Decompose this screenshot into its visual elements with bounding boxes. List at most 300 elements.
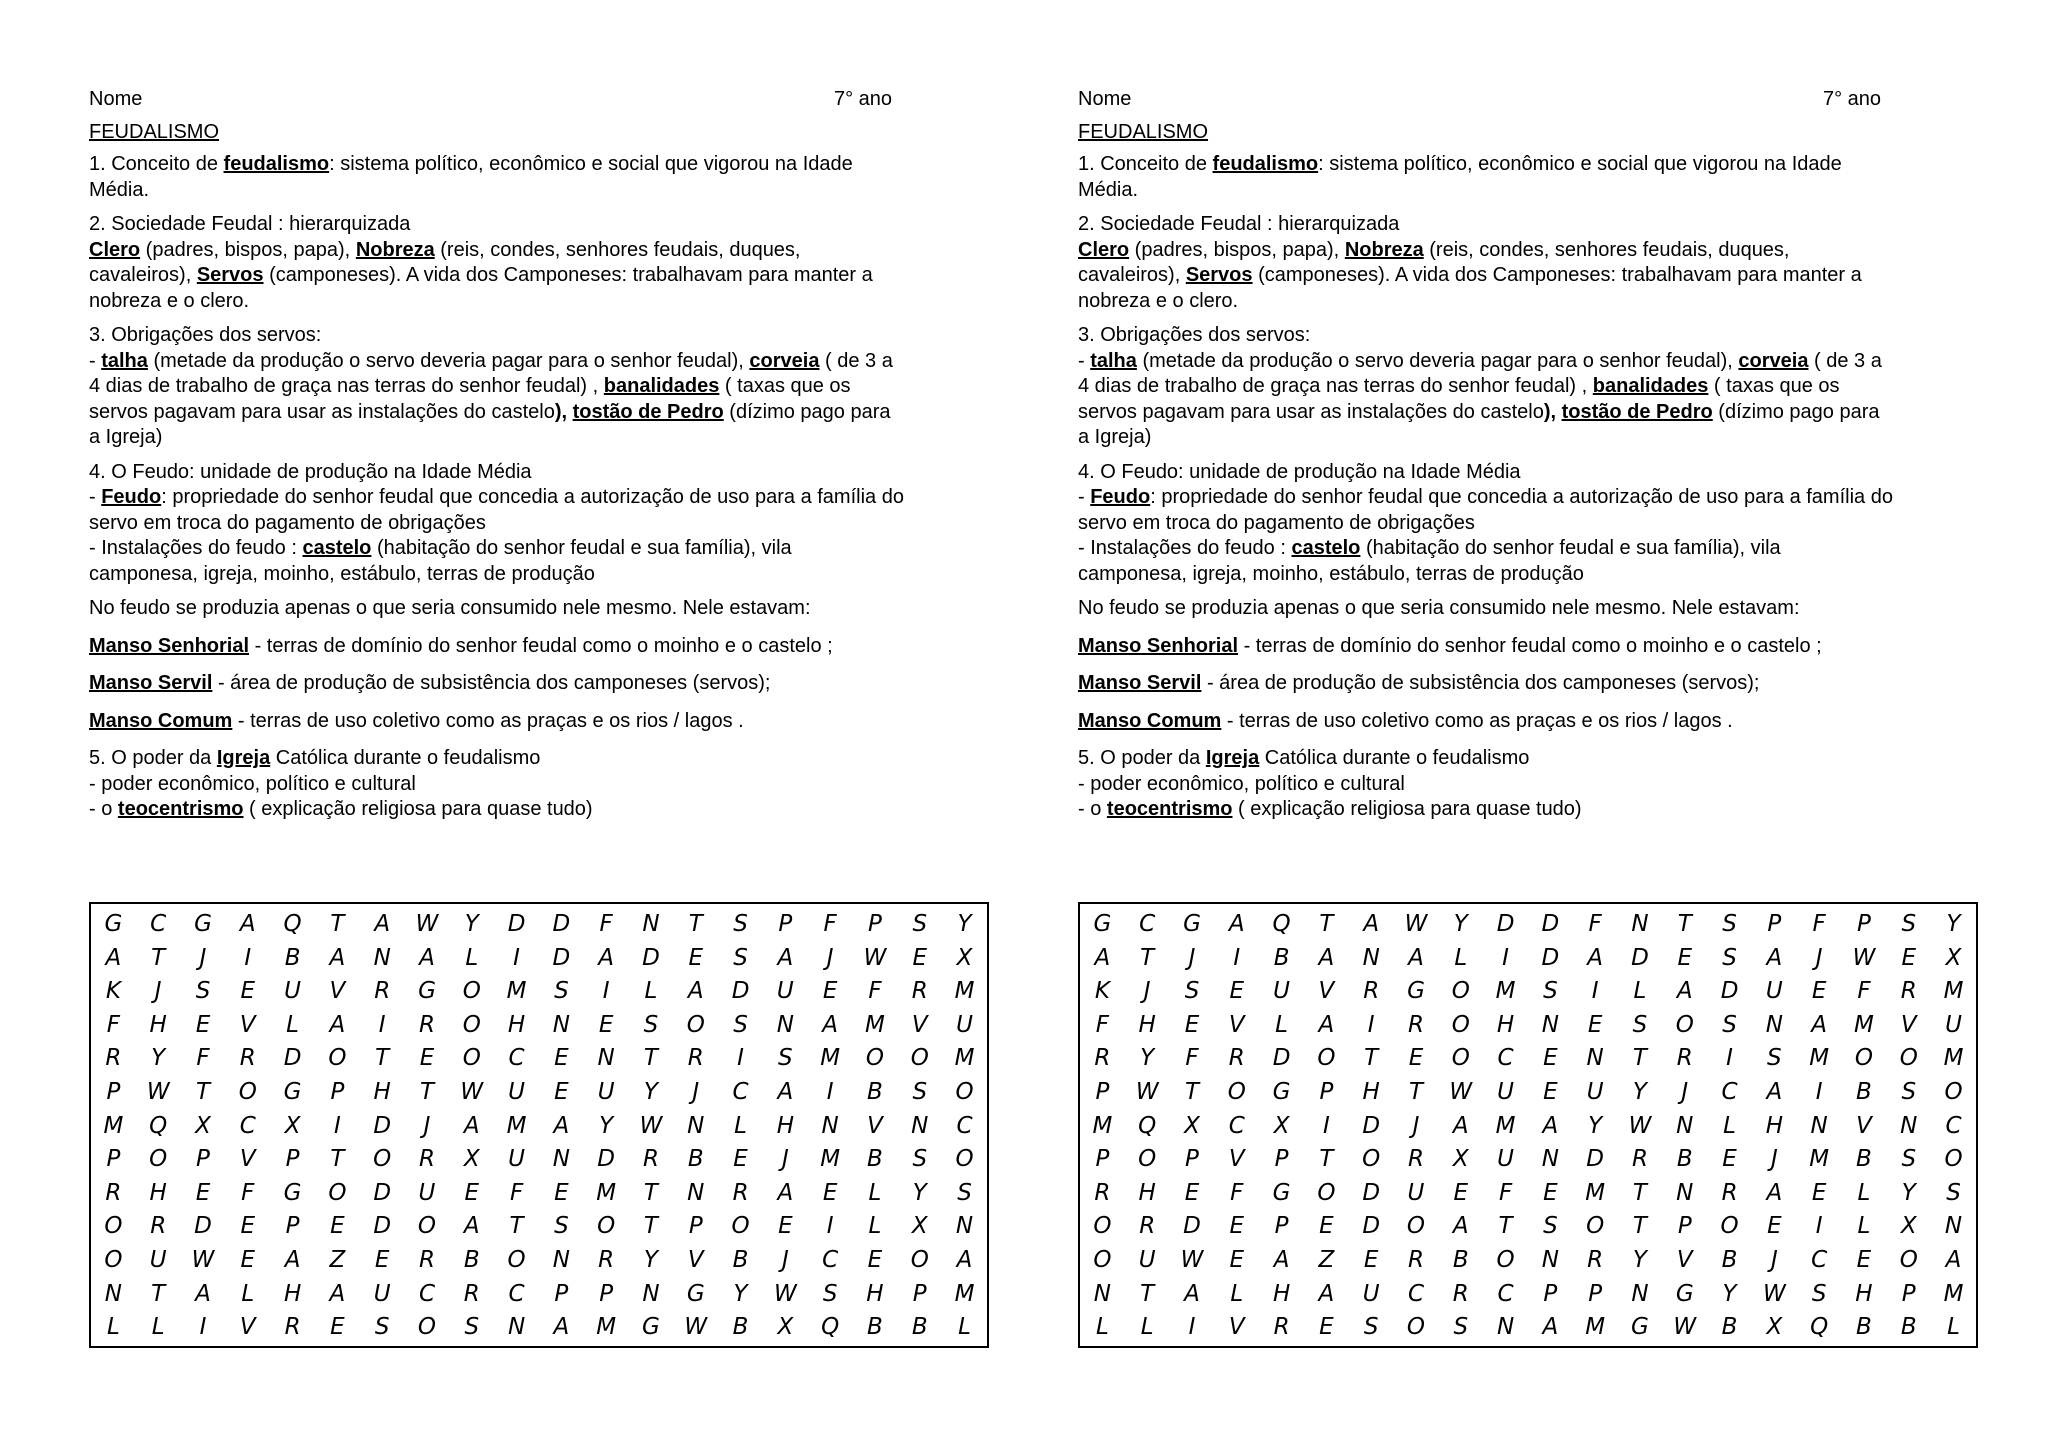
keyword-nobreza: Nobreza — [1344, 238, 1424, 261]
grid-letter: D — [731, 978, 750, 1005]
grid-letter: C — [956, 1112, 973, 1139]
text: (padres, bispos, papa), — [1129, 238, 1345, 261]
text: - terras de uso coletivo como as praças e os rios / lagos . — [232, 709, 744, 732]
grid-letter: X — [911, 1213, 928, 1240]
grid-letter: J — [1188, 944, 1196, 971]
grid-letter: A — [1452, 1213, 1469, 1240]
text: : sistema político, econômico e social que vigorou na Idade — [329, 153, 853, 175]
grid-letter: L — [286, 1011, 299, 1038]
keyword-talha: talha — [1090, 349, 1137, 372]
grid-letter: O — [1451, 978, 1470, 1005]
grid-letter: U — [1407, 1179, 1425, 1206]
grid-letter: C — [1228, 1112, 1245, 1139]
text: camponesa, igreja, moinho, estábulo, terras de produção — [1078, 562, 1584, 585]
keyword-manso: Manso Comum — [89, 709, 233, 732]
grid-letter: O — [462, 1011, 481, 1038]
grid-letter: E — [1587, 1011, 1603, 1038]
grid-letter: Q — [821, 1314, 840, 1341]
text: (dízimo pago para — [723, 400, 891, 423]
text: : propriedade do senhor feudal que concedia a autorização de uso para a família do — [1150, 486, 1893, 508]
grid-row — [91, 975, 987, 1009]
grid-letter: S — [554, 978, 569, 1005]
grid-letter: F — [1185, 1045, 1199, 1072]
grid-letter: P — [1543, 1280, 1558, 1307]
grid-letter: S — [1363, 1314, 1379, 1341]
text: (metade da produção o servo deveria pagar para o senhor feudal), — [1136, 349, 1739, 372]
grid-letter: I — [513, 944, 520, 971]
grid-letter: A — [1094, 944, 1111, 971]
grid-letter: N — [1541, 1011, 1559, 1038]
grid-letter: U — [373, 1280, 391, 1307]
grid-letter: B — [463, 1246, 480, 1273]
grid-letter: R — [1407, 1011, 1424, 1038]
grid-letter: O — [910, 1045, 929, 1072]
text: (habitação do senhor feudal e sua família), vila — [1360, 537, 1781, 559]
grid-letter: I — [826, 1078, 834, 1105]
grid-row — [1080, 942, 1976, 976]
grid-letter: V — [1676, 1246, 1693, 1273]
grid-letter: G — [1407, 978, 1425, 1005]
grid-letter: W — [460, 1078, 484, 1105]
text: a Igreja) — [89, 426, 163, 448]
grid-row — [91, 1244, 987, 1278]
grid-letter: A — [105, 944, 122, 971]
grid-letter: W — [773, 1280, 797, 1307]
text: - poder econômico, político e cultural — [1078, 772, 1405, 795]
grid-letter: B — [867, 1314, 883, 1341]
grid-letter: C — [508, 1280, 525, 1307]
name-label: Nome — [89, 88, 143, 110]
grid-letter: X — [777, 1314, 794, 1341]
grid-letter: X — [956, 944, 973, 971]
grid-letter: V — [239, 1314, 256, 1341]
grid-letter: E — [822, 1179, 838, 1206]
grid-letter: Y — [1632, 1078, 1647, 1105]
grid-letter: S — [1811, 1280, 1827, 1307]
grid-letter: P — [330, 1078, 345, 1105]
grid-letter: M — [1809, 1045, 1830, 1072]
grid-letter: G — [1093, 911, 1112, 937]
grid-letter: U — [1497, 1146, 1514, 1173]
grid-letter: R — [1900, 978, 1917, 1005]
grid-letter: A — [1542, 1112, 1559, 1139]
grid-letter: P — [1588, 1280, 1603, 1307]
text: servos pagavam para usar as instalações do castelo — [89, 400, 555, 423]
grid-letter: J — [423, 1112, 431, 1139]
grid-letter: K — [1094, 978, 1110, 1005]
text: 4 dias de trabalho de graça nas terras do senhor feudal) , — [1078, 375, 1593, 397]
grid-letter: E — [778, 1213, 793, 1240]
grid-letter: S — [374, 1314, 390, 1341]
grid-letter: F — [1857, 978, 1871, 1005]
text: - o — [89, 798, 118, 820]
grid-letter: V — [1228, 1146, 1245, 1173]
text: - terras de domínio do senhor feudal como o moinho e o castelo ; — [1238, 634, 1822, 657]
grid-letter: Y — [643, 1246, 658, 1273]
grid-letter: E — [1811, 978, 1827, 1005]
grid-letter: E — [1229, 1246, 1245, 1273]
grid-letter: F — [868, 978, 882, 1005]
manso-item — [89, 709, 994, 735]
grid-letter: T — [1498, 1213, 1513, 1240]
grid-letter: R — [284, 1314, 301, 1341]
grid-letter: I — [1591, 978, 1599, 1005]
keyword-manso: Manso Servil — [1078, 672, 1202, 694]
grid-letter: S — [733, 944, 748, 971]
grid-letter: S — [1632, 1011, 1648, 1038]
grid-letter: W — [146, 1078, 170, 1105]
grid-letter: T — [1184, 1078, 1200, 1105]
grid-letter: Y — [1901, 1179, 1916, 1206]
grid-letter: S — [1453, 1314, 1469, 1341]
grid-row — [91, 1177, 987, 1211]
keyword-teocentrismo: teocentrismo — [117, 798, 244, 820]
text: - área de produção de subsistência dos camponeses (servos); — [1201, 672, 1760, 694]
grid-letter: U — [776, 978, 794, 1005]
grid-letter: V — [329, 978, 346, 1005]
grid-letter: S — [1184, 978, 1200, 1005]
grid-letter: C — [1139, 911, 1156, 937]
grid-letter: E — [1229, 978, 1245, 1005]
grid-letter: U — [1138, 1246, 1156, 1273]
grid-letter: L — [868, 1213, 882, 1240]
manso-item — [89, 671, 994, 697]
grid-letter: I — [1815, 1213, 1823, 1240]
grid-letter: T — [509, 1213, 524, 1240]
grid-row — [1080, 1143, 1976, 1177]
grid-letter: X — [284, 1112, 301, 1139]
grid-letter: A — [374, 911, 391, 937]
grid-letter: E — [598, 1011, 614, 1038]
grid-letter: B — [732, 1314, 749, 1341]
grid-letter: O — [1362, 1146, 1381, 1173]
grid-letter: L — [644, 978, 658, 1005]
grid-letter: N — [1631, 1280, 1649, 1307]
grid-letter: D — [373, 1213, 392, 1240]
grid-letter: H — [776, 1112, 794, 1139]
grid-letter: W — [1180, 1246, 1204, 1273]
section-society — [89, 212, 994, 314]
grid-letter: L — [106, 1314, 120, 1341]
grid-letter: M — [1809, 1146, 1830, 1173]
grid-letter: M — [506, 978, 527, 1005]
grid-letter: B — [687, 1146, 704, 1173]
grid-row — [1080, 1244, 1976, 1278]
grid-letter: E — [1453, 1179, 1469, 1206]
grid-letter: L — [151, 1314, 165, 1341]
text: servo em troca do pagamento de obrigações — [89, 511, 486, 534]
grid-letter: X — [1900, 1213, 1917, 1240]
grid-letter: O — [1720, 1213, 1739, 1240]
grid-letter: R — [1721, 1179, 1738, 1206]
grid-letter: N — [1631, 911, 1649, 937]
grid-letter: N — [687, 1112, 705, 1139]
text: servo em troca do pagamento de obrigações — [1078, 511, 1475, 534]
grid-letter: M — [596, 1179, 617, 1206]
grid-letter: C — [1945, 1112, 1962, 1139]
grid-letter: A — [1318, 944, 1335, 971]
grid-letter: T — [1140, 1280, 1155, 1307]
grid-letter: B — [1856, 1146, 1872, 1173]
grid-letter: S — [912, 1146, 928, 1173]
grid-letter: N — [1676, 1112, 1694, 1139]
grid-letter: U — [508, 1146, 525, 1173]
grid-letter: H — [149, 1011, 167, 1038]
grid-letter: D — [552, 911, 571, 937]
grid-letter: D — [1631, 944, 1649, 971]
manso-item — [1078, 671, 1983, 697]
keyword-tostao: tostão de Pedro — [1561, 400, 1713, 423]
text: (reis, condes, senhores feudais, duques, — [1423, 238, 1790, 261]
grid-letter: V — [239, 1011, 256, 1038]
grid-letter: X — [1452, 1146, 1469, 1173]
grid-letter: A — [1587, 944, 1604, 971]
grid-letter: F — [241, 1179, 255, 1206]
grid-letter: O — [1675, 1011, 1694, 1038]
grid-letter: L — [1275, 1011, 1288, 1038]
grid-row — [1080, 1311, 1976, 1345]
grid-letter: R — [732, 1179, 749, 1206]
grid-letter: I — [244, 944, 252, 971]
grid-letter: G — [1183, 911, 1201, 937]
grid-letter: E — [330, 1314, 345, 1341]
grid-letter: B — [911, 1314, 928, 1341]
grid-letter: R — [374, 978, 391, 1005]
grid-letter: P — [285, 1213, 300, 1240]
grid-letter: D — [373, 1112, 392, 1139]
keyword-talha: talha — [101, 349, 148, 372]
grid-letter: N — [1676, 1179, 1694, 1206]
grid-letter: B — [867, 1078, 883, 1105]
grid-letter: T — [1364, 1045, 1379, 1072]
grid-letter: N — [1900, 1112, 1918, 1139]
grid-letter: E — [240, 1213, 256, 1240]
grid-letter: O — [865, 1045, 884, 1072]
grid-letter: N — [1944, 1213, 1963, 1240]
grid-letter: N — [1541, 1246, 1559, 1273]
grid-letter: O — [1093, 1246, 1112, 1273]
grid-letter: D — [507, 911, 526, 937]
grid-letter: O — [417, 1213, 437, 1240]
grid-letter: N — [552, 1146, 570, 1173]
grid-letter: O — [238, 1078, 257, 1105]
grid-letter: E — [1901, 944, 1917, 971]
grid-letter: A — [284, 1246, 301, 1273]
text: 3. Obrigações dos servos: — [1078, 324, 1311, 346]
text: - Instalações do feudo : — [89, 537, 303, 559]
grid-letter: H — [1362, 1078, 1380, 1105]
grid-letter: O — [1451, 1045, 1470, 1072]
text: 1. Conceito de — [1078, 153, 1213, 175]
grid-letter: H — [373, 1078, 391, 1105]
keyword-feudo: Feudo — [101, 486, 162, 508]
grid-letter: P — [196, 1146, 210, 1173]
grid-letter: O — [1317, 1179, 1336, 1206]
grid-letter: R — [911, 978, 928, 1005]
grid-letter: H — [507, 1011, 526, 1038]
word-search-grid — [1078, 902, 1978, 1348]
grid-letter: O — [1944, 1078, 1963, 1105]
feudo-production-text: No feudo se produzia apenas o que seria consumido nele mesmo. Nele estavam: — [1078, 597, 1800, 619]
grid-letter: T — [1632, 1045, 1647, 1072]
grid-letter: S — [1901, 911, 1917, 937]
grid-letter: P — [1857, 911, 1871, 937]
grid-letter: E — [554, 1078, 569, 1105]
grid-letter: B — [1676, 1146, 1693, 1173]
grid-letter: N — [552, 1246, 570, 1273]
grid-letter: R — [1676, 1045, 1693, 1072]
grid-letter: L — [241, 1280, 255, 1307]
grid-letter: O — [1899, 1045, 1918, 1072]
grid-letter: T — [1140, 944, 1155, 971]
grid-letter: N — [1362, 944, 1380, 971]
grid-row — [91, 1110, 987, 1144]
section-church — [89, 746, 994, 823]
grid-letter: P — [1274, 1146, 1289, 1173]
text: (camponeses). A vida dos Camponeses: trabalhavam para manter a — [1252, 264, 1862, 286]
keyword-castelo: castelo — [302, 537, 372, 559]
grid-letter: S — [1543, 1213, 1558, 1240]
grid-letter: P — [554, 1280, 569, 1307]
grid-letter: N — [821, 1112, 839, 1139]
grid-letter: A — [956, 1246, 973, 1273]
grid-letter: L — [465, 944, 479, 971]
grid-letter: O — [104, 1213, 123, 1240]
text: - — [89, 349, 102, 372]
grid-letter: S — [1722, 911, 1737, 937]
grid-letter: A — [195, 1280, 211, 1307]
grid-letter: R — [1363, 978, 1380, 1005]
grid-letter: A — [1766, 1078, 1783, 1105]
grade-label: 7° ano — [1823, 88, 1882, 110]
grid-letter: T — [419, 1078, 434, 1105]
text: ( de 3 a — [819, 349, 893, 372]
grid-letter: F — [823, 911, 837, 937]
grid-letter: P — [868, 911, 882, 937]
text: - terras de domínio do senhor feudal como o moinho e o castelo ; — [249, 634, 833, 657]
grid-letter: L — [1857, 1179, 1871, 1206]
grid-letter: B — [1900, 1314, 1917, 1341]
grid-letter: W — [1628, 1112, 1652, 1139]
grid-letter: T — [151, 944, 166, 971]
grid-letter: P — [599, 1280, 614, 1307]
grid-letter: S — [643, 1011, 659, 1038]
keyword-feudalismo: feudalismo — [1212, 153, 1319, 175]
grid-letter: R — [642, 1146, 659, 1173]
grid-letter: F — [1230, 1179, 1244, 1206]
grid-letter: A — [239, 911, 256, 937]
grid-letter: O — [462, 978, 481, 1005]
grid-letter: P — [688, 1213, 703, 1240]
manso-item — [1078, 634, 1983, 660]
grid-letter: J — [781, 1246, 789, 1273]
grid-letter: D — [1183, 1213, 1201, 1240]
grid-letter: A — [463, 1112, 480, 1139]
grid-letter: S — [1722, 1011, 1737, 1038]
grid-letter: J — [1412, 1112, 1420, 1139]
worksheet-right — [1078, 84, 1983, 1341]
text: - — [1078, 349, 1091, 372]
text: servos pagavam para usar as instalações do castelo — [1078, 400, 1544, 423]
text: - poder econômico, político e cultural — [89, 772, 416, 795]
grid-letter: W — [684, 1314, 708, 1341]
grid-letter: R — [1407, 1146, 1424, 1173]
grid-letter: Y — [1588, 1112, 1603, 1139]
grid-letter: G — [686, 1280, 705, 1307]
grid-letter: U — [1765, 978, 1783, 1005]
grid-letter: N — [642, 911, 660, 937]
grid-row — [91, 1042, 987, 1076]
grid-letter: I — [199, 1314, 207, 1341]
grid-letter: M — [103, 1112, 124, 1139]
grid-letter: N — [104, 1280, 122, 1307]
grid-letter: I — [1815, 1078, 1823, 1105]
text: cavaleiros), — [1078, 264, 1186, 286]
grid-letter: M — [1092, 1112, 1113, 1139]
grid-letter: G — [1272, 1179, 1291, 1206]
grid-rows — [1080, 904, 1976, 1345]
text: 1. Conceito de — [89, 153, 224, 175]
grid-letter: Y — [912, 1179, 927, 1206]
header-line — [89, 84, 994, 114]
grid-letter: E — [1543, 1078, 1558, 1105]
grid-letter: C — [822, 1246, 839, 1273]
grid-letter: P — [1095, 1078, 1110, 1105]
grid-letter: L — [734, 1112, 747, 1139]
section-feudo — [89, 460, 994, 588]
grid-letter: N — [1541, 1146, 1559, 1173]
grid-letter: M — [954, 1280, 975, 1307]
grid-letter: Z — [1318, 1246, 1335, 1273]
grid-letter: J — [1770, 1246, 1778, 1273]
text: Média. — [1078, 178, 1139, 201]
grid-letter: Q — [1138, 1112, 1157, 1139]
grid-letter: B — [1721, 1246, 1738, 1273]
grid-letter: E — [1184, 1179, 1200, 1206]
grid-row — [1080, 1042, 1976, 1076]
grid-letter: V — [1856, 1112, 1872, 1139]
text: - área de produção de subsistência dos camponeses (servos); — [212, 672, 771, 694]
grid-letter: O — [328, 1045, 347, 1072]
grid-letter: N — [687, 1179, 705, 1206]
grid-letter: E — [1767, 1213, 1782, 1240]
grid-letter: S — [912, 1078, 928, 1105]
grid-letter: R — [1139, 1213, 1156, 1240]
grid-letter: S — [733, 1011, 748, 1038]
grid-letter: T — [330, 1146, 345, 1173]
keyword-servos: Servos — [196, 264, 264, 286]
grid-letter: U — [284, 978, 301, 1005]
grid-letter: X — [1766, 1314, 1783, 1341]
grid-letter: L — [868, 1179, 882, 1206]
text: (habitação do senhor feudal e sua família), vila — [371, 537, 792, 559]
keyword-corveia: corveia — [749, 349, 820, 372]
grid-letter: S — [1767, 1045, 1782, 1072]
grid-letter: M — [506, 1112, 527, 1139]
grid-letter: T — [330, 911, 345, 937]
grid-letter: W — [1673, 1314, 1697, 1341]
keyword-clero: Clero — [89, 238, 141, 261]
grid-letter: S — [1946, 1179, 1961, 1206]
grid-letter: V — [867, 1112, 883, 1139]
grid-row — [1080, 1177, 1976, 1211]
grid-letter: G — [283, 1078, 302, 1105]
grid-letter: I — [602, 978, 610, 1005]
grid-letter: A — [1811, 1011, 1828, 1038]
text: nobreza e o clero. — [89, 289, 250, 312]
grid-letter: J — [1770, 1146, 1778, 1173]
grid-letter: H — [1272, 1280, 1291, 1307]
